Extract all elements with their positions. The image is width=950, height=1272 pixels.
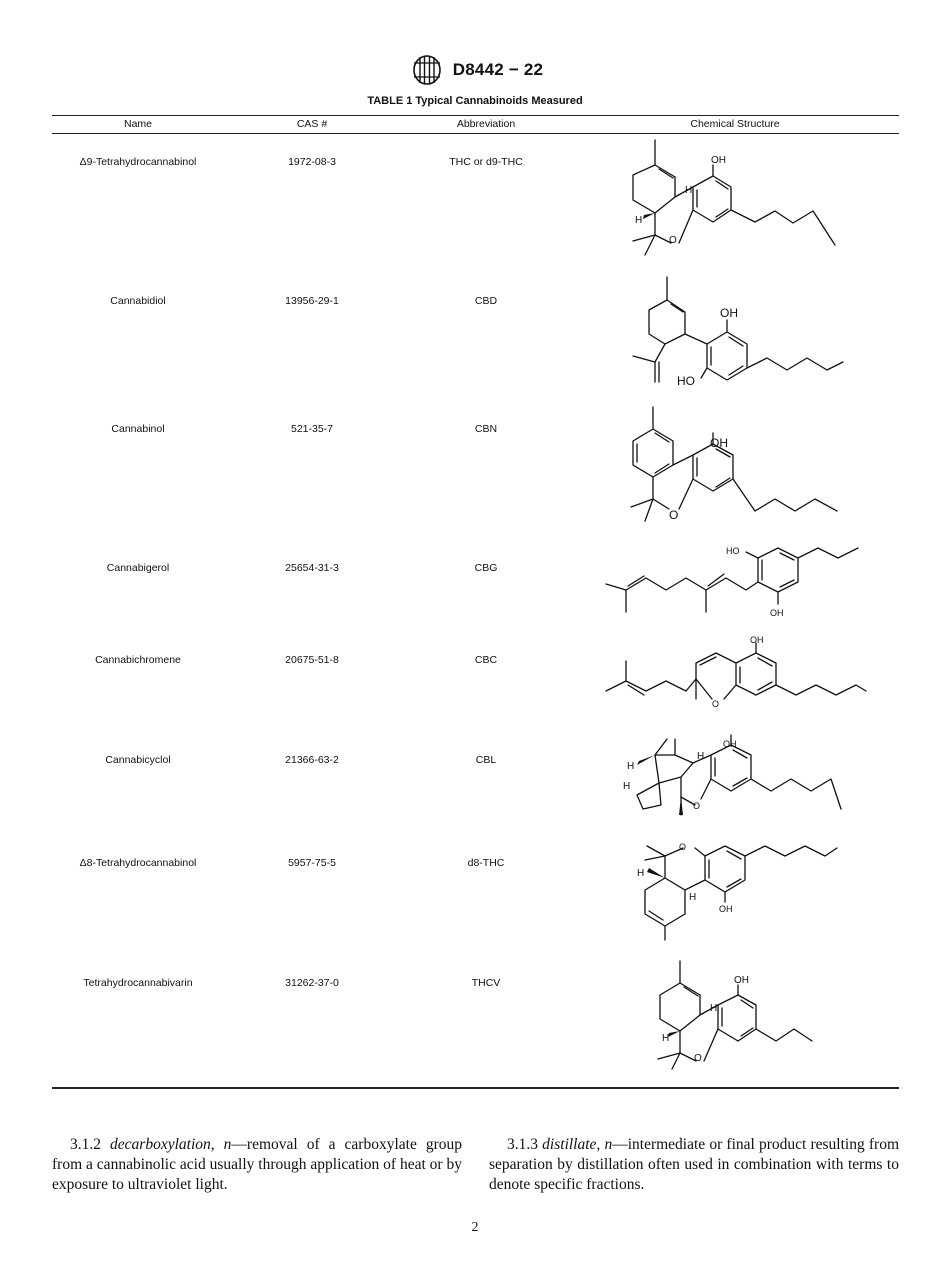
column-header-structure: Chemical Structure xyxy=(690,118,780,130)
astm-logo-icon xyxy=(407,54,447,86)
table-top-rule xyxy=(52,115,899,116)
row-cbn-abbreviation: CBN xyxy=(474,423,498,435)
row-d8-thc-cas: 5957-75-5 xyxy=(288,857,336,869)
svg-text:OH: OH xyxy=(710,436,728,450)
definition-distillate xyxy=(489,1135,899,1195)
row-cbn-cas: 521-35-7 xyxy=(290,423,334,435)
svg-text:H: H xyxy=(627,761,635,772)
svg-text:H: H xyxy=(635,215,643,226)
definition-term: decarboxylation, n xyxy=(110,1136,232,1153)
column-header-name: Name xyxy=(123,118,152,130)
svg-text:HO: HO xyxy=(726,546,740,556)
svg-text:OH: OH xyxy=(719,904,733,914)
svg-text:O: O xyxy=(694,1053,702,1064)
row-cbl-name: Cannabicyclol xyxy=(105,754,171,766)
definition-term: distillate, n xyxy=(542,1136,613,1153)
row-thc-abbreviation: THC or d9-THC xyxy=(449,156,523,168)
column-header-abbreviation: Abbreviation xyxy=(456,118,516,130)
row-cbc-abbreviation: CBC xyxy=(474,654,498,666)
row-d8-thc-abbreviation: d8-THC xyxy=(467,857,505,869)
row-cbc-cas: 20675-51-8 xyxy=(285,654,339,666)
thcv-structure-icon xyxy=(640,957,840,1072)
column-header-cas: CAS # xyxy=(296,118,328,130)
definition-decarboxylation xyxy=(52,1135,462,1195)
row-thcv-cas: 31262-37-0 xyxy=(285,977,339,989)
svg-text:OH: OH xyxy=(723,739,737,749)
svg-text:O: O xyxy=(693,801,701,811)
row-cbl-abbreviation: CBL xyxy=(475,754,497,766)
row-thcv-abbreviation: THCV xyxy=(471,977,501,989)
row-cbl-cas: 21366-63-2 xyxy=(285,754,339,766)
svg-text:H: H xyxy=(662,1033,670,1044)
svg-text:H: H xyxy=(623,781,631,792)
svg-text:HO: HO xyxy=(677,374,695,388)
table-title: TABLE 1 Typical Cannabinoids Measured xyxy=(367,95,583,107)
svg-text:OH: OH xyxy=(734,975,749,986)
definition-text: —intermediate or final product resulting from separation by distillation often used in combination with terms to denote specific fractions. xyxy=(489,1136,900,1193)
svg-text:H: H xyxy=(689,892,697,903)
table-bottom-rule xyxy=(52,1087,899,1089)
row-cbc-name: Cannabichromene xyxy=(95,654,181,666)
svg-text:OH: OH xyxy=(770,608,784,618)
cbl-structure-icon xyxy=(615,733,855,823)
row-cbg-abbreviation: CBG xyxy=(474,562,498,574)
row-cbd-cas: 13956-29-1 xyxy=(285,295,339,307)
svg-text:O: O xyxy=(669,235,677,246)
svg-text:H: H xyxy=(697,751,705,762)
row-thc-cas: 1972-08-3 xyxy=(288,156,336,168)
svg-text:H: H xyxy=(637,868,645,879)
cbc-structure-icon xyxy=(600,633,870,713)
page-header xyxy=(0,52,950,88)
svg-text:O: O xyxy=(712,699,720,709)
thc-structure-icon xyxy=(615,135,855,260)
table-header-rule xyxy=(52,133,899,134)
document-number: D8442 − 22 xyxy=(452,60,544,79)
svg-text:O: O xyxy=(669,508,679,522)
cbn-structure-icon xyxy=(615,403,855,528)
row-cbn-name: Cannabinol xyxy=(111,423,165,435)
cbd-structure-icon xyxy=(615,272,855,397)
row-cbg-cas: 25654-31-3 xyxy=(285,562,339,574)
svg-text:H: H xyxy=(710,1003,718,1014)
cbg-structure-icon xyxy=(600,540,870,625)
svg-text:OH: OH xyxy=(711,155,726,166)
definition-number: 3.1.2 xyxy=(70,1136,101,1153)
d8-thc-structure-icon xyxy=(615,838,855,943)
row-cbd-abbreviation: CBD xyxy=(474,295,498,307)
definition-text: —removal of a carboxylate group from a cannabinolic acid usually through application of heat or by exposure to ultraviolet light. xyxy=(52,1136,463,1193)
svg-text:OH: OH xyxy=(720,306,738,320)
svg-text:O: O xyxy=(679,842,687,852)
row-thc-name: Δ9-Tetrahydrocannabinol xyxy=(79,156,197,168)
row-cbd-name: Cannabidiol xyxy=(110,295,166,307)
row-cbg-name: Cannabigerol xyxy=(106,562,170,574)
page-number: 2 xyxy=(471,1220,479,1235)
svg-text:H: H xyxy=(685,185,693,196)
definition-number: 3.1.3 xyxy=(507,1136,538,1153)
row-d8-thc-name: Δ8-Tetrahydrocannabinol xyxy=(79,857,197,869)
svg-text:OH: OH xyxy=(750,635,764,645)
row-thcv-name: Tetrahydrocannabivarin xyxy=(83,977,193,989)
